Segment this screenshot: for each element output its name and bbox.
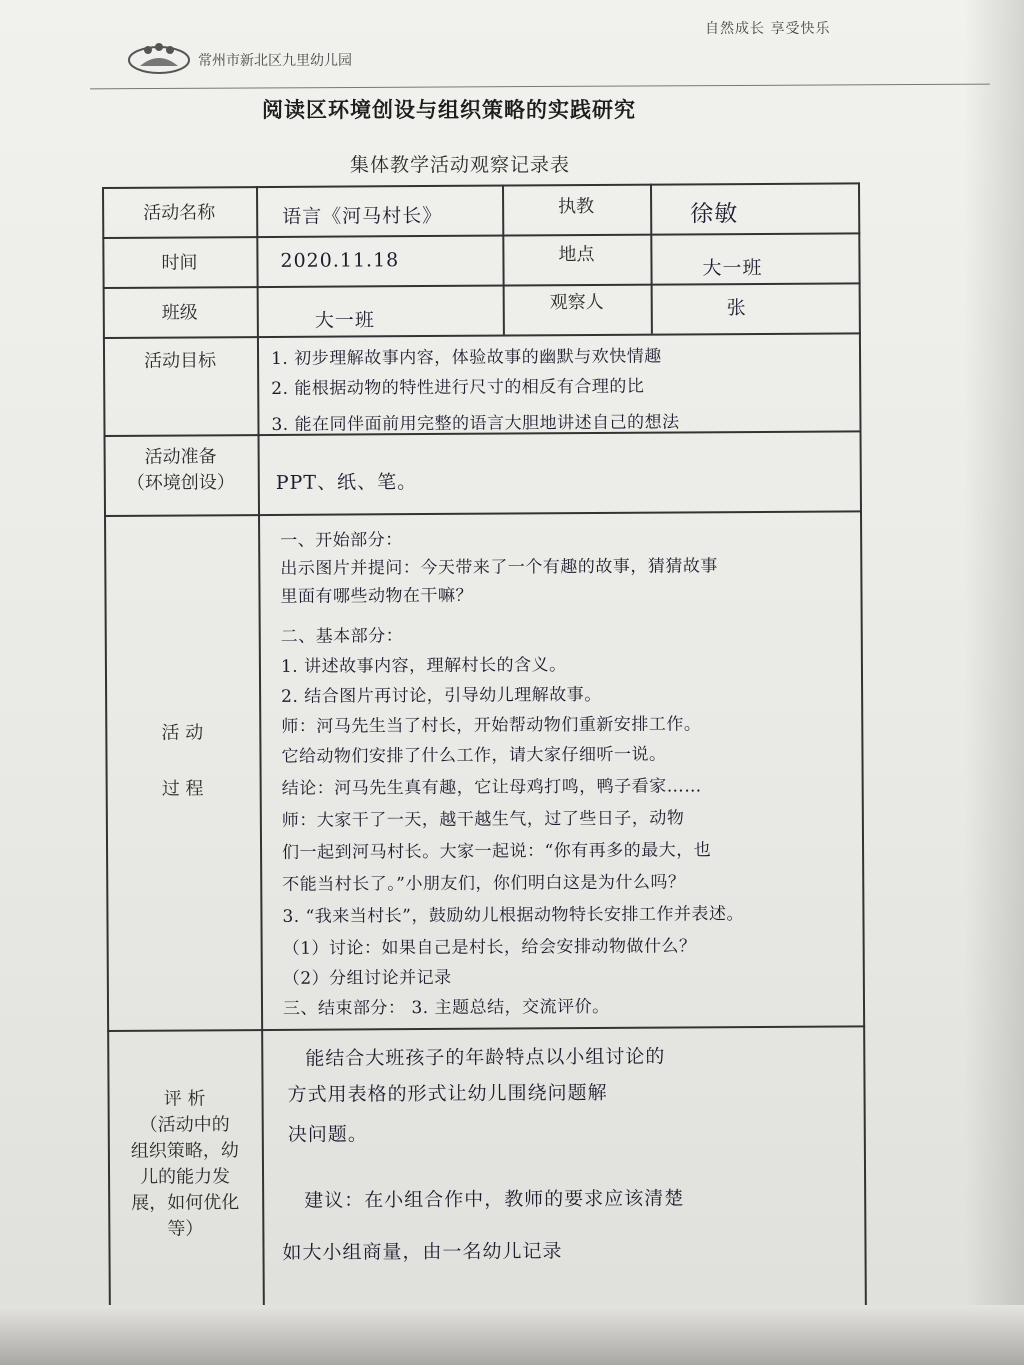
label-process-2: 过 程 <box>161 778 204 800</box>
value-observer: 张 <box>726 297 747 320</box>
analysis-line-3: 决问题。 <box>287 1123 368 1146</box>
header-divider <box>90 84 990 90</box>
process-line-14: （1）讨论：如果自己是村长，给会安排动物做什么？ <box>282 936 697 959</box>
label-class: 班级 <box>161 302 198 324</box>
process-line-2: 出示图片并提问：今天带来了一个有趣的故事，猜猜故事 <box>280 556 718 579</box>
process-line-6: 2. 结合图片再讨论，引导幼儿理解故事。 <box>281 684 602 707</box>
document-title: 阅读区环境创设与组织策略的实践研究 <box>262 98 636 122</box>
label-prep-sub: （环境创设） <box>126 472 235 494</box>
goal-item-1: 1. 初步理解故事内容，体验故事的幽默与欢快情趣 <box>270 346 662 369</box>
analysis-line-1: 能结合大班孩子的年龄特点以小组讨论的 <box>305 1045 666 1070</box>
value-teacher: 徐敏 <box>690 201 739 228</box>
value-place: 大一班 <box>702 256 763 280</box>
row-line-3 <box>103 332 861 338</box>
process-line-4: 二、基本部分： <box>280 626 404 647</box>
analysis-line-4: 建议：在小组合作中，教师的要求应该清楚 <box>304 1187 685 1212</box>
row-line-2 <box>103 282 861 288</box>
row-line-6 <box>107 1025 865 1031</box>
process-line-3: 里面有哪些动物在干嘛？ <box>280 585 474 607</box>
label-activity-name: 活动名称 <box>143 202 216 224</box>
label-analysis-5: 展，如何优化 <box>131 1192 240 1214</box>
label-analysis-4: 儿的能力发 <box>139 1166 231 1188</box>
label-goal: 活动目标 <box>144 350 217 372</box>
label-analysis-6: 等） <box>167 1218 204 1240</box>
value-class: 大一班 <box>314 309 375 332</box>
observation-table <box>102 182 867 1343</box>
goal-item-2: 2. 能根据动物的特性进行尺寸的相反有合理的比 <box>271 376 645 399</box>
label-analysis: 评 析 <box>163 1088 206 1110</box>
row-line-5 <box>104 510 862 516</box>
label-time: 时间 <box>161 252 198 274</box>
label-analysis-2: （活动中的 <box>139 1114 230 1136</box>
value-time: 2020.11.18 <box>280 249 400 272</box>
page-shadow <box>964 0 1024 1365</box>
process-line-10: 师：大家干了一天，越干越生气，过了些日子，动物 <box>281 808 685 831</box>
process-line-5: 1. 讲述故事内容，理解村长的含义。 <box>280 655 567 677</box>
process-line-13: 3. “我来当村长”，鼓励幼儿根据动物特长安排工作并表述。 <box>282 904 745 927</box>
page-bottom-shadow <box>0 1305 1024 1365</box>
row-line-1 <box>102 232 860 238</box>
label-teacher: 执教 <box>558 195 595 218</box>
value-activity-name: 语言《河马村长》 <box>282 204 443 228</box>
process-line-16: 三、结束部分： 3. 主题总结，交流评价。 <box>282 996 610 1019</box>
label-place: 地点 <box>558 243 595 266</box>
analysis-line-2: 方式用表格的形式让幼儿围绕问题解 <box>287 1081 608 1106</box>
label-observer: 观察人 <box>549 291 604 314</box>
process-line-1: 一、开始部分： <box>280 530 403 551</box>
process-line-9: 结论：河马先生真有趣，它让母鸡打鸣，鸭子看家…… <box>281 776 702 799</box>
table-border-right <box>858 182 867 1338</box>
form-subtitle: 集体教学活动观察记录表 <box>350 154 571 176</box>
analysis-line-5: 如大小组商量，由一名幼儿记录 <box>282 1240 563 1264</box>
school-motto: 自然成长 享受快乐 <box>705 21 831 37</box>
label-analysis-3: 组织策略，幼 <box>130 1140 239 1162</box>
process-line-8: 它给动物们安排了什么工作，请大家仔细听一说。 <box>281 744 667 767</box>
process-line-12: 不能当村长了。”小朋友们，你们明白这是为什么吗？ <box>282 872 686 895</box>
process-line-7: 师：河马先生当了村长，开始帮动物们重新安排工作。 <box>281 714 702 737</box>
label-process-1: 活 动 <box>161 722 204 744</box>
label-prep: 活动准备 <box>144 446 217 468</box>
process-line-11: 们一起到河马村长。大家一起说：“你有再多的最大，也 <box>282 840 712 863</box>
value-prep: PPT、纸、笔。 <box>275 471 418 494</box>
school-name: 常州市新北区九里幼儿园 <box>198 53 352 69</box>
process-line-15: （2）分组讨论并记录 <box>282 967 452 989</box>
kindergarten-logo-icon <box>126 36 192 76</box>
goal-item-3: 3. 能在同伴面前用完整的语言大胆地讲述自己的想法 <box>271 412 680 435</box>
table-border-top <box>102 182 860 189</box>
